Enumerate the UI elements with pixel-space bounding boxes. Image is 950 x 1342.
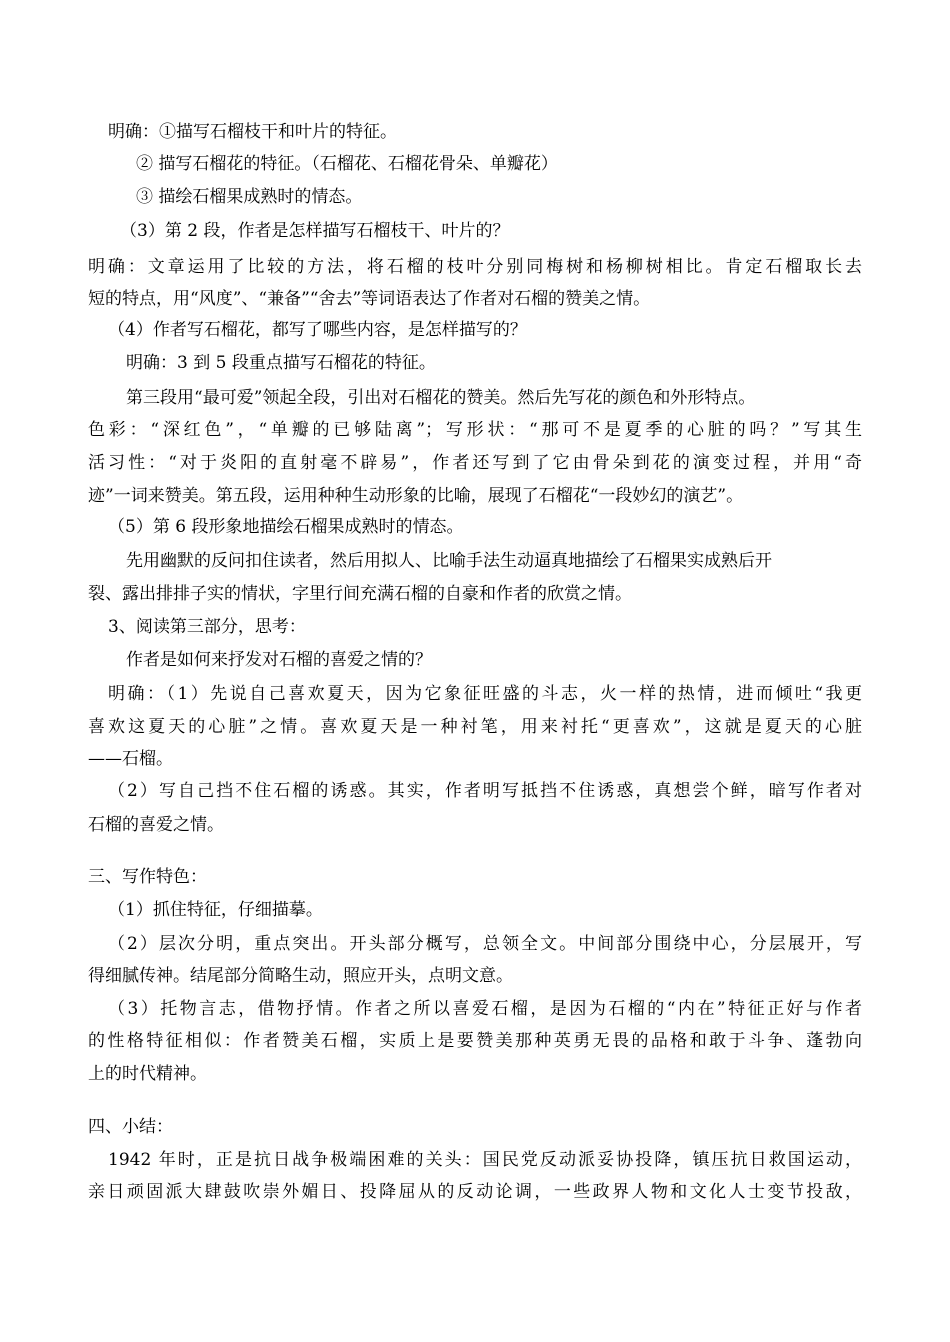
paragraph-line: 上的时代精神。: [88, 1064, 207, 1084]
paragraph-line: 色彩：“深红色”，“单瓣的已够陆离”；写形状：“那可不是夏季的心脏的吗？”写其生: [88, 420, 862, 440]
paragraph-line: 裂、露出排排子实的情状，字里行间充满石榴的自豪和作者的欣赏之情。: [88, 584, 632, 604]
answer-line-2: ② 描写石榴花的特征。（石榴花、石榴花骨朵、单瓣花）: [136, 154, 558, 174]
feature-item-2: （2）层次分明，重点突出。开头部分概写，总领全文。中间部分围绕中心，分层展开，写: [108, 934, 862, 954]
paragraph-line: 先用幽默的反问扣住读者，然后用拟人、比喻手法生动逼真地描绘了石榴果实成熟后开: [126, 551, 772, 571]
section-heading-4: 四、小结：: [88, 1117, 173, 1137]
paragraph-line: 迹”一词来赞美。第五段，运用种种生动形象的比喻，展现了石榴花“一段妙幻的演艺”。: [88, 486, 744, 506]
summary-line: 亲日顽固派大肆鼓吹崇外媚日、投降屈从的反动论调，一些政界人物和文化人士变节投敌，: [88, 1182, 862, 1202]
paragraph-line: 活习性：“对于炎阳的直射毫不辟易”，作者还写到了它由骨朵到花的演变过程，并用“奇: [88, 453, 862, 473]
question-5: （5）第 6 段形象地描绘石榴果成熟时的情态。: [108, 517, 464, 537]
question-line: 作者是如何来抒发对石榴的喜爱之情的？: [126, 650, 432, 670]
paragraph-line: 明确：文章运用了比较的方法，将石榴的枝叶分别同梅树和杨柳树相比。肯定石榴取长去: [88, 257, 862, 277]
paragraph-line: 的性格特征相似：作者赞美石榴，实质上是要赞美那种英勇无畏的品格和敢于斗争、蓬勃向: [88, 1031, 862, 1051]
paragraph-line: 明确：（1）先说自己喜欢夏天，因为它象征旺盛的斗志，火一样的热情，进而倾吐“我更: [108, 684, 862, 704]
question-4: （4）作者写石榴花，都写了哪些内容，是怎样描写的？: [108, 320, 527, 340]
answer-line-3: ③ 描绘石榴果成熟时的情态。: [136, 187, 363, 207]
section-heading-3: 三、写作特色：: [88, 867, 207, 887]
answer-line: 明确：3 到 5 段重点描写石榴花的特征。: [126, 353, 436, 373]
paragraph-line: 第三段用“最可爱”领起全段，引出对石榴花的赞美。然后先写花的颜色和外形特点。: [126, 388, 756, 408]
feature-item-3: （3）托物言志，借物抒情。作者之所以喜爱石榴，是因为石榴的“内在”特征正好与作者: [108, 999, 862, 1019]
feature-item-1: （1）抓住特征，仔细描摹。: [108, 900, 323, 920]
paragraph-line: （2）写自己挡不住石榴的诱惑。其实，作者明写抵挡不住诱惑，真想尝个鲜，暗写作者对: [108, 781, 862, 801]
paragraph-line: 喜欢这夏天的心脏”之情。喜欢夏天是一种衬笔，用来衬托“更喜欢”，这就是夏天的心脏: [88, 717, 862, 737]
paragraph-line: ——石榴。: [88, 749, 173, 769]
paragraph-line: 得细腻传神。结尾部分简略生动，照应开头，点明文意。: [88, 966, 513, 986]
paragraph-line: 石榴的喜爱之情。: [88, 815, 224, 835]
answer-line-1: 明确：①描写石榴枝干和叶片的特征。: [108, 122, 397, 142]
question-3: （3）第 2 段，作者是怎样描写石榴枝干、叶片的？: [120, 221, 510, 241]
paragraph-line: 短的特点，用“风度”、“兼备”“舍去”等词语表达了作者对石榴的赞美之情。: [88, 289, 651, 309]
summary-line: 1942 年时，正是抗日战争极端困难的关头：国民党反动派妥协投降，镇压抗日救国运动，: [108, 1150, 862, 1170]
section-item-3: 3、阅读第三部分，思考：: [108, 617, 306, 637]
